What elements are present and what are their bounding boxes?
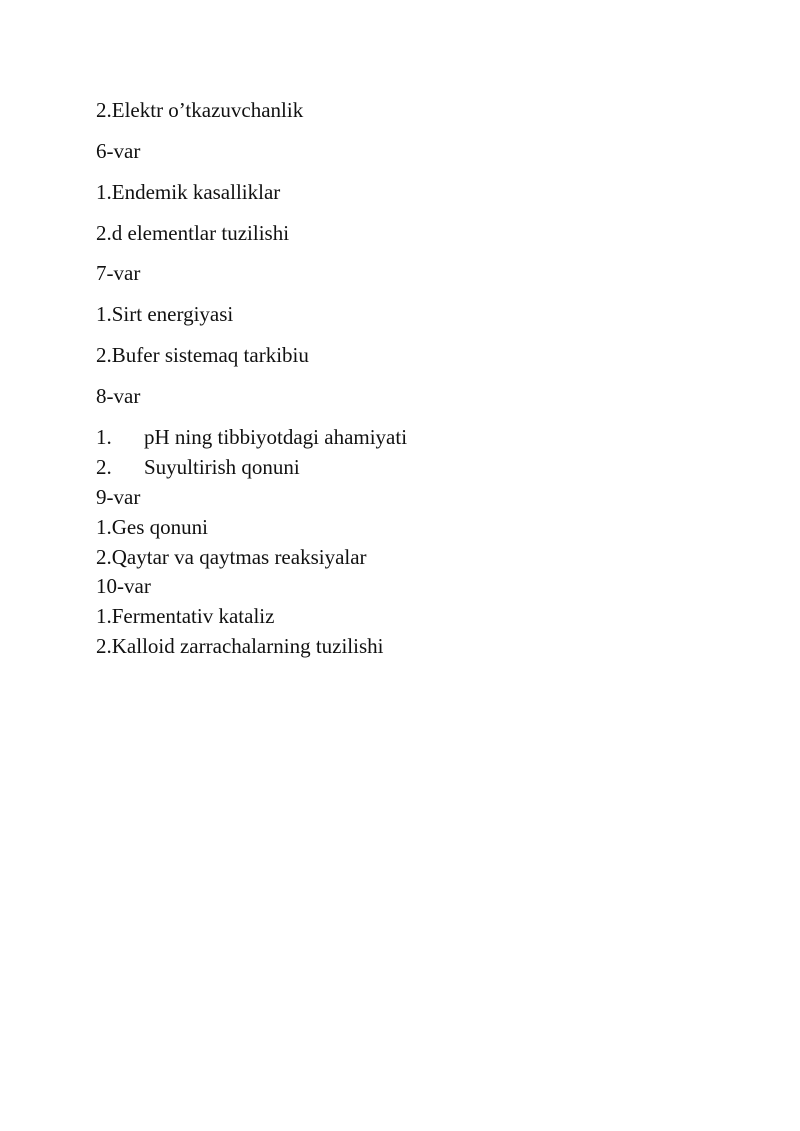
text-line: 1.Sirt energiyasi [96,302,234,326]
list-item [96,457,300,478]
text-line: 2.Bufer sistemaq tarkibiu [96,343,309,367]
text-line: 1.Fermentativ kataliz [96,604,275,628]
variant-heading: 9-var [96,485,141,509]
text-line: 2.d elementlar tuzilishi [96,221,290,245]
text-line: 2.Elektr o’tkazuvchanlik [96,98,304,122]
text-line: 1.Endemik kasalliklar [96,180,281,204]
text-line: 2.Kalloid zarrachalarning tuzilishi [96,634,384,658]
variant-heading: 10-var [96,574,151,598]
variant-heading: 6-var [96,139,141,163]
text-line: 2.Qaytar va qaytmas reaksiyalar [96,545,367,569]
variant-heading: 7-var [96,261,141,285]
list-item [96,427,407,448]
variant-heading: 8-var [96,384,141,408]
list-item-text: pH ning tibbiyotdagi ahamiyati [144,425,408,449]
text-line: 1.Ges qonuni [96,515,208,539]
list-item-text: Suyultirish qonuni [144,455,300,479]
list-item-number: 2. [96,455,112,479]
list-item-number: 1. [96,425,112,449]
